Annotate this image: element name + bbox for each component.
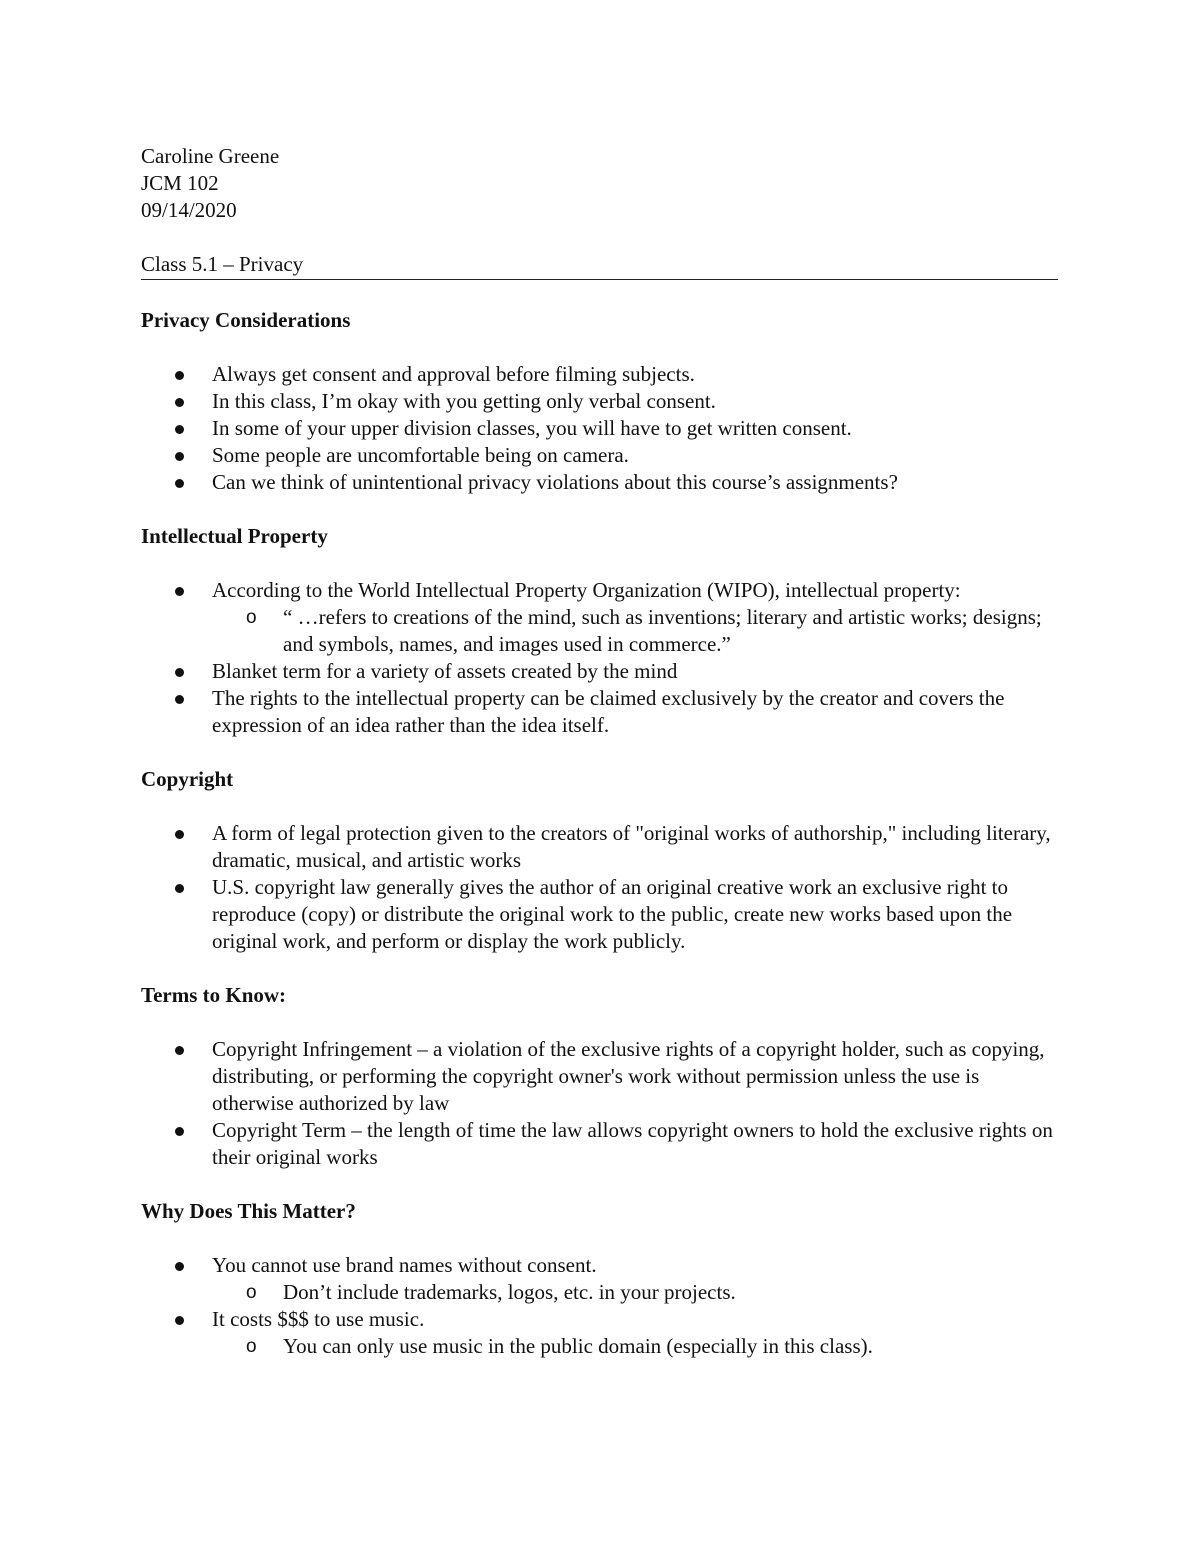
bullet-icon <box>175 452 184 461</box>
bullet-list <box>141 820 1058 955</box>
blank-line <box>141 793 1058 820</box>
bullet-icon <box>175 695 184 704</box>
blank-line <box>141 550 1058 577</box>
bullet-icon <box>175 398 184 407</box>
bullet-icon <box>175 371 184 380</box>
bullet-list <box>141 1252 1058 1360</box>
list-item-text: Can we think of unintentional privacy violations about this course’s assignments? <box>212 470 898 494</box>
list-item-text: In some of your upper division classes, you will have to get written consent. <box>212 416 852 440</box>
sub-list-item <box>211 604 1058 658</box>
sub-list-item-text: “ …refers to creations of the mind, such as inventions; literary and artistic works; designs; and symbols, names, and images used in commerce.” <box>283 605 1042 656</box>
bullet-icon <box>175 830 184 839</box>
bullet-icon <box>175 425 184 434</box>
list-item-text: Blanket term for a variety of assets created by the mind <box>212 659 678 683</box>
blank-line <box>141 739 1058 766</box>
list-item-text: You cannot use brand names without consent. <box>212 1253 597 1277</box>
bullet-icon <box>175 668 184 677</box>
list-item <box>141 1036 1058 1117</box>
sub-list-item <box>211 1279 1058 1306</box>
list-item-text: Copyright Infringement – a violation of the exclusive rights of a copyright holder, such as copying, distributing, or performing the copyright owner's work without permission unless the use is otherwise authorized by law <box>212 1037 1045 1115</box>
section-heading: Intellectual Property <box>141 524 328 548</box>
section-heading: Why Does This Matter? <box>141 1199 356 1223</box>
list-item-text: U.S. copyright law generally gives the author of an original creative work an exclusive right to reproduce (copy) or distribute the original work to the public, create new works based upon the original work, and perform or display the work publicly. <box>212 875 1013 953</box>
sub-list-item <box>211 1333 1058 1360</box>
blank-line <box>141 1225 1058 1252</box>
sub-list <box>212 604 1058 658</box>
blank-line <box>141 334 1058 361</box>
bullet-icon <box>175 1316 184 1325</box>
list-item <box>141 577 1058 658</box>
bullet-icon <box>175 1046 184 1055</box>
list-item-text: A form of legal protection given to the creators of "original works of authorship," including literary, dramatic, musical, and artistic works <box>212 821 1051 872</box>
sections-container <box>141 280 1058 1360</box>
list-item <box>141 874 1058 955</box>
bullet-icon <box>175 479 184 488</box>
blank-line <box>141 955 1058 982</box>
bullet-icon <box>175 1127 184 1136</box>
blank-line <box>141 224 1058 251</box>
sub-list-item-text: Don’t include trademarks, logos, etc. in your projects. <box>283 1280 736 1304</box>
list-item <box>141 820 1058 874</box>
blank-line <box>141 496 1058 523</box>
blank-line <box>141 280 1058 307</box>
sub-list <box>212 1333 1058 1360</box>
list-item-text: Some people are uncomfortable being on camera. <box>212 443 629 467</box>
list-item <box>141 1117 1058 1171</box>
sub-bullet-icon: o <box>246 1282 257 1303</box>
blank-line <box>141 1171 1058 1198</box>
list-item <box>141 361 1058 388</box>
sub-bullet-icon: o <box>246 607 257 628</box>
list-item <box>141 388 1058 415</box>
course-code: JCM 102 <box>141 171 219 195</box>
bullet-list <box>141 1036 1058 1171</box>
list-item-text: According to the World Intellectual Property Organization (WIPO), intellectual property: <box>212 578 961 602</box>
list-item <box>141 1306 1058 1360</box>
list-item <box>141 658 1058 685</box>
list-item-text: In this class, I’m okay with you getting only verbal consent. <box>212 389 716 413</box>
document-page <box>141 143 1058 1360</box>
list-item <box>141 469 1058 496</box>
bullet-icon <box>175 884 184 893</box>
list-item <box>141 685 1058 739</box>
bullet-icon <box>175 587 184 596</box>
section-heading: Terms to Know: <box>141 983 287 1007</box>
author-name: Caroline Greene <box>141 144 280 168</box>
document-title: Class 5.1 – Privacy <box>141 251 1058 280</box>
list-item <box>141 415 1058 442</box>
sub-list <box>212 1279 1058 1306</box>
sub-list-item-text: You can only use music in the public domain (especially in this class). <box>283 1334 873 1358</box>
list-item-text: Always get consent and approval before filming subjects. <box>212 362 695 386</box>
bullet-icon <box>175 1262 184 1271</box>
bullet-list <box>141 361 1058 496</box>
bullet-list <box>141 577 1058 739</box>
section-heading: Privacy Considerations <box>141 308 351 332</box>
document-date: 09/14/2020 <box>141 198 237 222</box>
sub-bullet-icon: o <box>246 1336 257 1357</box>
list-item-text: The rights to the intellectual property can be claimed exclusively by the creator and covers the expression of an idea rather than the idea itself. <box>212 686 1005 737</box>
list-item-text: It costs $$$ to use music. <box>212 1307 425 1331</box>
section-heading: Copyright <box>141 767 234 791</box>
blank-line <box>141 1009 1058 1036</box>
list-item <box>141 442 1058 469</box>
list-item-text: Copyright Term – the length of time the law allows copyright owners to hold the exclusive rights on their original works <box>212 1118 1053 1169</box>
list-item <box>141 1252 1058 1306</box>
